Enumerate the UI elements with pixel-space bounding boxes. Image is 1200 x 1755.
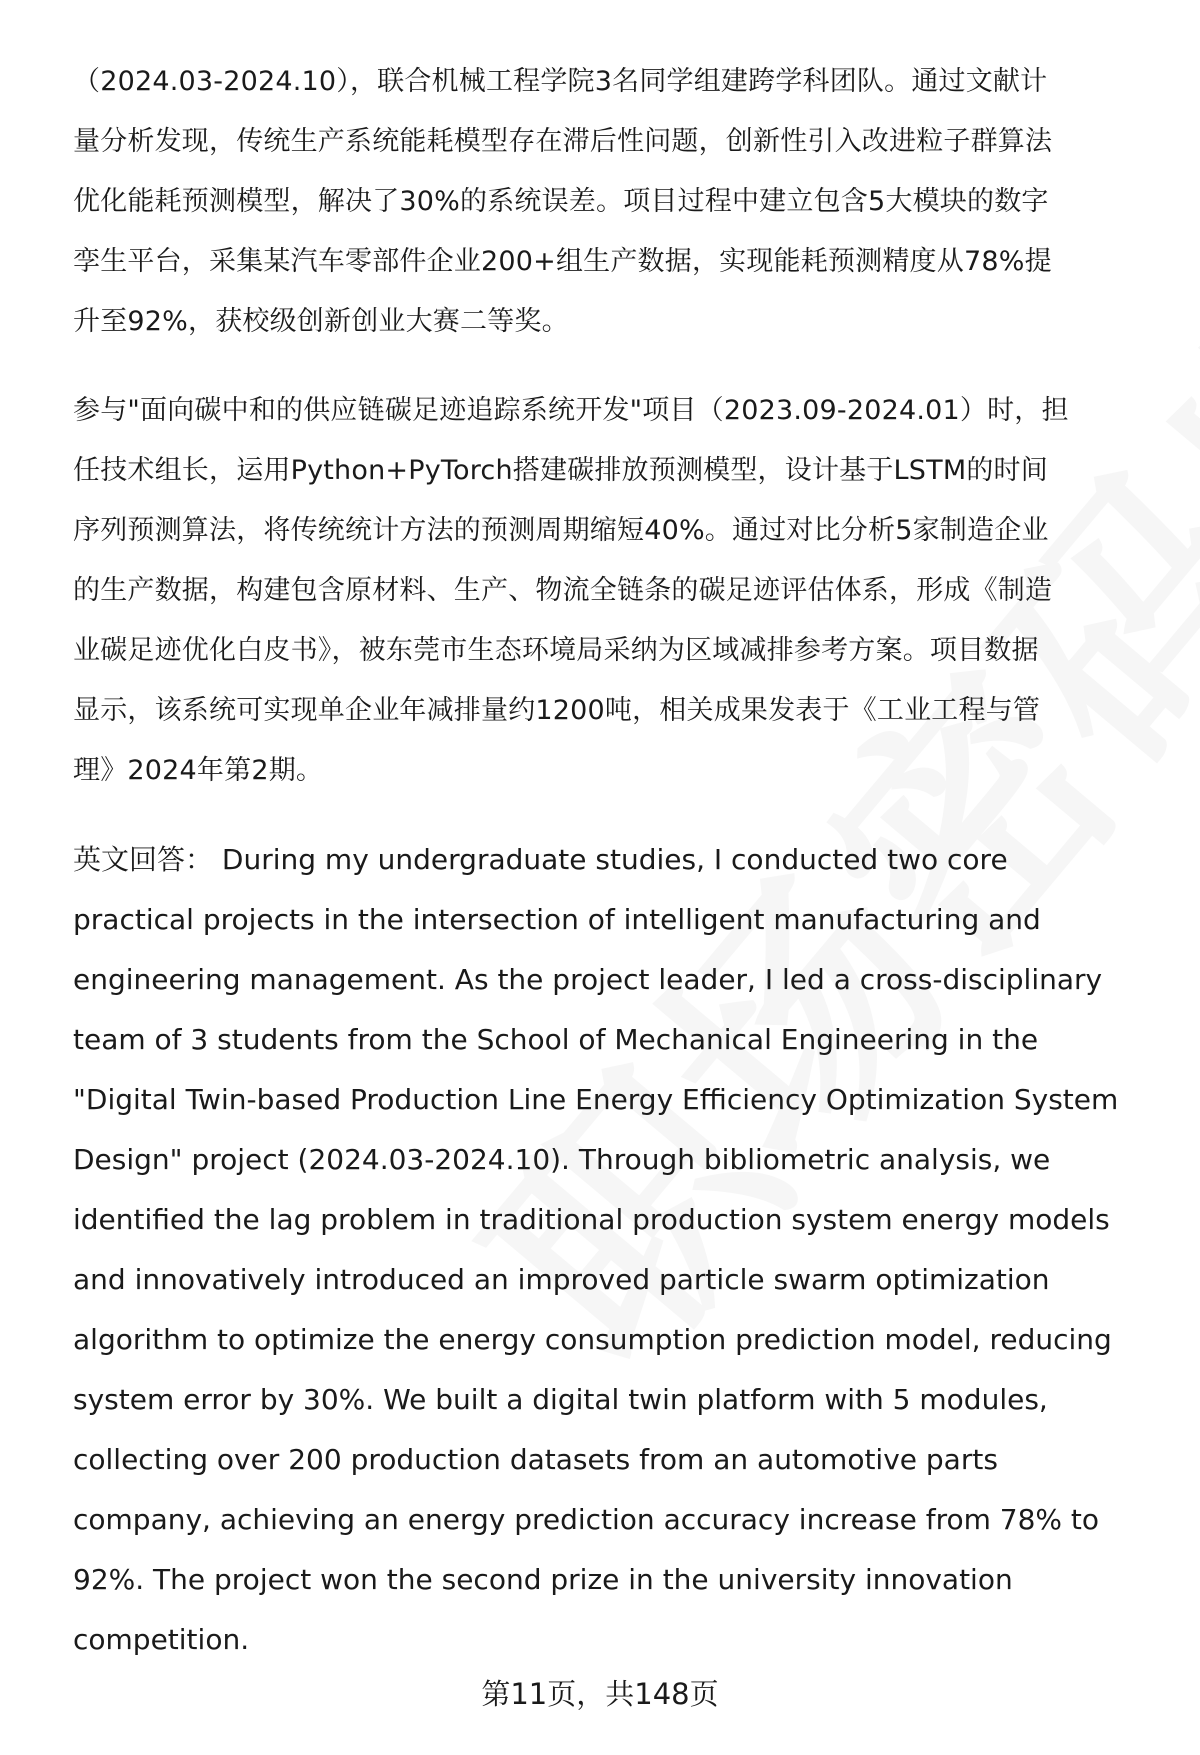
text-line: 优化能耗预测模型，解决了30%的系统误差。项目过程中建立包含5大模块的数字 xyxy=(73,186,1049,217)
text-line: 孪生平台，采集某汽车零部件企业200+组生产数据，实现能耗预测精度从78%提 xyxy=(73,246,1052,277)
text-line: 业碳足迹优化白皮书》，被东莞市生态环境局采纳为区域减排参考方案。项目数据 xyxy=(73,635,1039,666)
text-line: 序列预测算法，将传统统计方法的预测周期缩短40%。通过对比分析5家制造企业 xyxy=(73,515,1049,546)
document-body xyxy=(73,52,1153,1699)
text-line: 英文回答： During my undergraduate studies, I conducted two core xyxy=(73,843,1008,876)
text-line: company, achieving an energy prediction accuracy increase from 78% to xyxy=(73,1503,1100,1536)
text-line: 92%. The project won the second prize in the university innovation xyxy=(73,1563,1013,1596)
text-line: 显示，该系统可实现单企业年减排量约1200吨，相关成果发表于《工业工程与管 xyxy=(73,695,1041,726)
text-line: 参与"面向碳中和的供应链碳足迹追踪系统开发"项目（2023.09-2024.01）时，担 xyxy=(73,395,1069,426)
text-line: （2024.03-2024.10），联合机械工程学院3名同学组建跨学科团队。通过文献计 xyxy=(73,66,1048,97)
text-line: practical projects in the intersection of intelligent manufacturing and xyxy=(73,903,1041,936)
paragraph xyxy=(73,52,1153,352)
text-line: team of 3 students from the School of Mechanical Engineering in the xyxy=(73,1023,1039,1056)
text-line: 量分析发现，传统生产系统能耗模型存在滞后性问题，创新性引入改进粒子群算法 xyxy=(73,126,1053,157)
text-line: and innovatively introduced an improved particle swarm optimization xyxy=(73,1263,1050,1296)
text-line: 升至92%，获校级创新创业大赛二等奖。 xyxy=(73,306,569,337)
paragraph xyxy=(73,830,1153,1670)
text-line: 理》2024年第2期。 xyxy=(73,755,324,786)
text-line: "Digital Twin-based Production Line Energy Efficiency Optimization System xyxy=(73,1083,1119,1116)
text-line: engineering management. As the project leader, I led a cross-disciplinary xyxy=(73,963,1103,996)
text-line: algorithm to optimize the energy consumption prediction model, reducing xyxy=(73,1323,1112,1356)
text-line: Design" project (2024.03-2024.10). Through bibliometric analysis, we xyxy=(73,1143,1051,1176)
text-line: competition. xyxy=(73,1623,250,1656)
paragraph xyxy=(73,381,1153,801)
text-line: 任技术组长，运用Python+PyTorch搭建碳排放预测模型，设计基于LSTM的时间 xyxy=(73,455,1048,486)
text-line: system error by 30%. We built a digital twin platform with 5 modules, xyxy=(73,1383,1048,1416)
text-line: identified the lag problem in traditional production system energy models xyxy=(73,1203,1110,1236)
text-line: 的生产数据，构建包含原材料、生产、物流全链条的碳足迹评估体系，形成《制造 xyxy=(73,575,1053,606)
text-line: collecting over 200 production datasets from an automotive parts xyxy=(73,1443,998,1476)
page-number-footer: 第11页，共148页 xyxy=(481,1677,719,1711)
